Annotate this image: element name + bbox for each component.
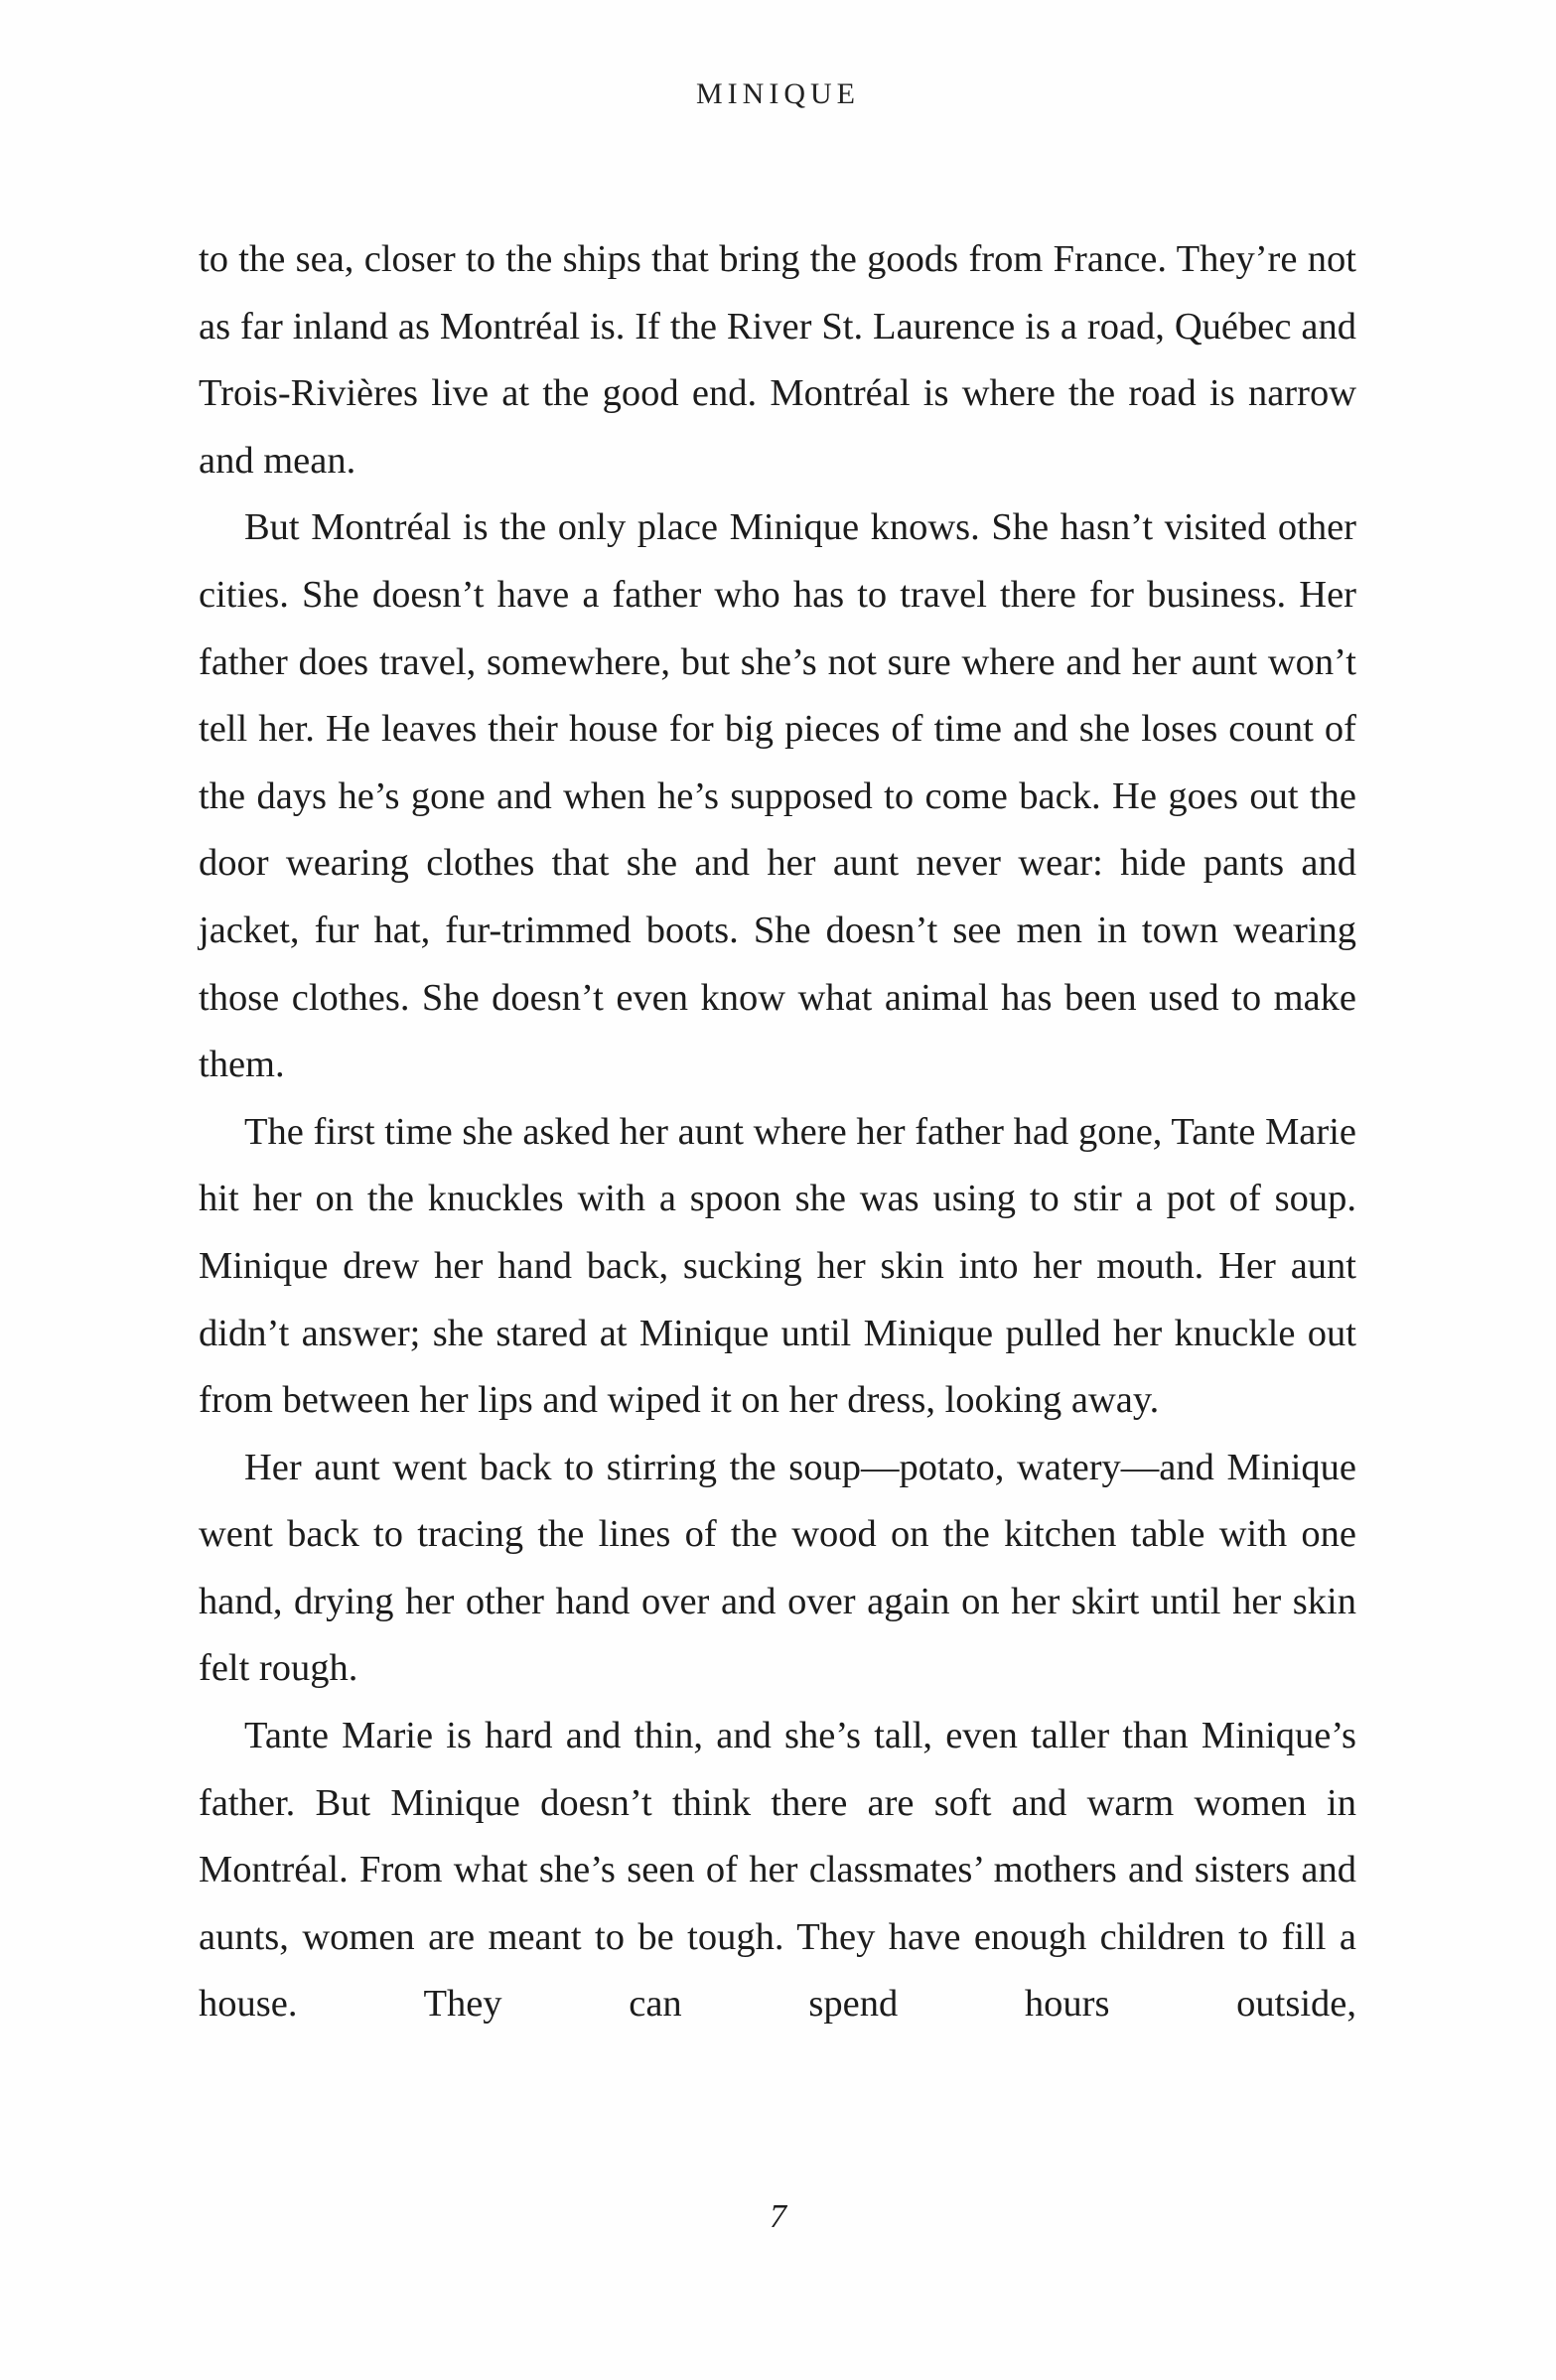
paragraph: The first time she asked her aunt where her father had gone, Tante Marie hit her on the knuckles with a spoon she was using to stir a pot of soup. Minique drew her hand back, sucking her skin into her mouth. Her aunt didn’t answer; she stared at Minique until Minique pulled her knuckle out from between her lips and wiped it on her dress, looking away. xyxy=(199,1110,1356,1422)
paragraph: But Montréal is the only place Minique knows. She hasn’t visited other cities. She doesn’t have a father who has to travel there for business. Her father does travel, somewhere, but she’s not sure where and her aunt won’t tell her. He leaves their house for big pieces of time and she loses count of the days he’s gone and when he’s supposed to come back. He goes out the door wearing clothes that she and her aunt never wear: hide pants and jacket, fur hat, fur-trimmed boots. She doesn’t see men in town wearing those clothes. She doesn’t even know what animal has been used to make them. xyxy=(199,506,1356,1086)
paragraph: to the sea, closer to the ships that bring the goods from France. They’re not as far inland as Montréal is. If the River St. Laurence is a road, Québec and Trois-Rivières live at the good end. Montréal is where the road is narrow and mean. xyxy=(199,238,1356,482)
page-number: 7 xyxy=(770,2198,786,2235)
running-head: MINIQUE xyxy=(696,77,860,110)
body-text xyxy=(199,226,1356,2038)
paragraph: Her aunt went back to stirring the soup—potato, watery—and Minique went back to tracing the lines of the wood on the kitchen table with one hand, drying her other hand over and over again on her skirt until her skin felt rough. xyxy=(199,1446,1356,1690)
paragraph: Tante Marie is hard and thin, and she’s tall, even taller than Minique’s father. But Minique doesn’t think there are soft and warm women in Montréal. From what she’s seen of her classmates’ mothers and sisters and aunts, women are meant to be tough. They have enough children to fill a house. They can spend hours outside, xyxy=(199,1715,1356,2026)
